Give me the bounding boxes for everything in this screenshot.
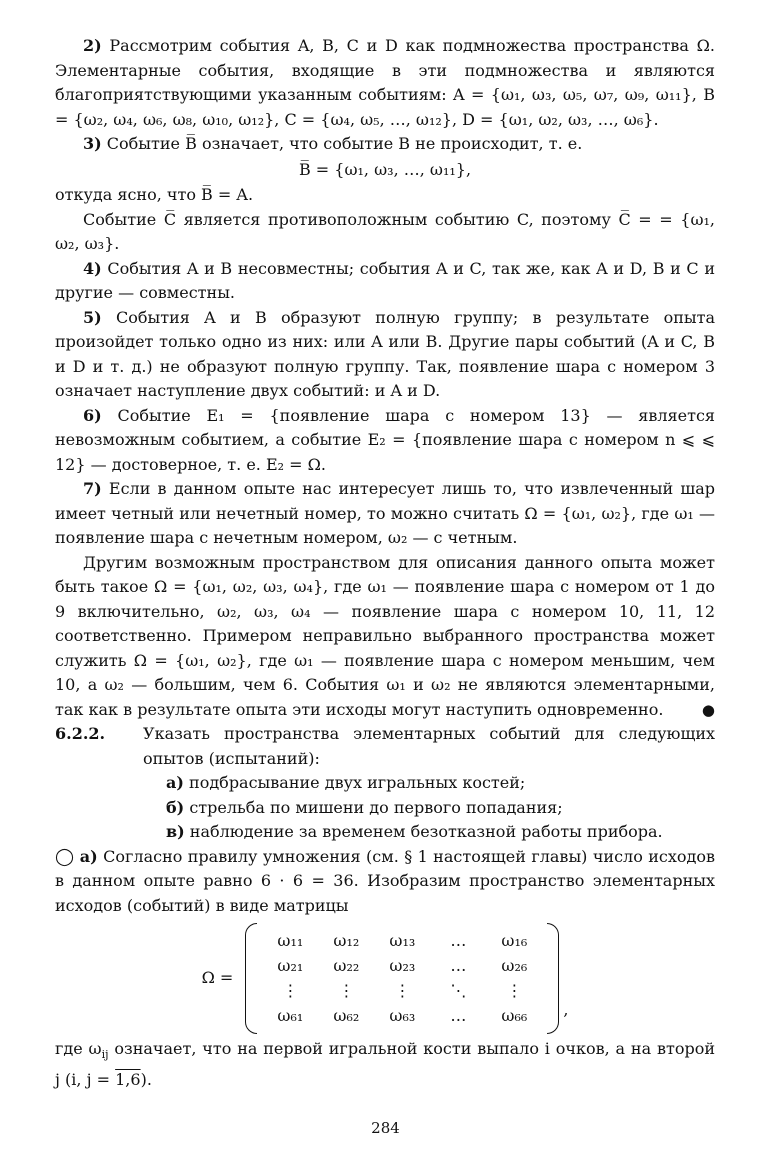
matrix-cell: ω₂₂ <box>333 956 360 975</box>
subitem-text: стрельба по мишени до первого попадания; <box>189 797 563 817</box>
item-text: События A и B несовместны; события A и C, так же, как A и D, B и C и другие — совместны. <box>55 258 716 302</box>
matrix-cell: ω₆₃ <box>389 1006 416 1025</box>
problem-subitems <box>166 771 715 845</box>
matrix-cell: ⋱ <box>450 981 467 1000</box>
equation-text: B̅ = {ω₁, ω₃, …, ω₁₁}, <box>298 159 472 179</box>
final-text: означает, что на первой игральной кости выпало i очков, а на второй j (i, j = <box>55 1039 715 1089</box>
matrix-cell: ω₂₆ <box>501 956 528 975</box>
subitem-marker: б) <box>166 797 185 817</box>
paragraph-item-3-cont <box>55 183 715 208</box>
subitem-text: наблюдение за временем безотказной работы прибора. <box>189 822 663 841</box>
item-number: 5) <box>83 307 102 327</box>
item-text: Событие E₁ = {появление шара с номером 13} — является невозможным событием, а событие E₂ = {появление шара с номером n ⩽ ⩽ 12} — достоверное, т. е. E₂ = Ω. <box>55 405 715 474</box>
paragraph-item-7-cont <box>55 551 715 723</box>
matrix-cell: ω₂₁ <box>277 956 304 975</box>
matrix-cell: ⋮ <box>338 981 355 1000</box>
paragraph-item-7 <box>55 477 715 551</box>
matrix-cell: ⋮ <box>394 981 411 1000</box>
matrix-cell: ⋮ <box>506 981 523 1000</box>
matrix-cell: … <box>450 931 467 950</box>
solution-start-icon: ◯ <box>55 846 75 867</box>
item-text: Событие C̅ является противоположным событию C, поэтому C̅ = = {ω₁, ω₂, ω₃}. <box>55 209 715 253</box>
paragraph-item-3 <box>55 132 715 157</box>
paragraph-item-6 <box>55 404 715 478</box>
matrix-cell: ⋮ <box>282 981 299 1000</box>
paragraph-item-3-c <box>55 208 715 257</box>
solution-text: Согласно правилу умножения (см. § 1 настоящей главы) число исходов в данном опыте равно 6 · 6 = 36. Изобразим пространство элементарных исходов (событий) в виде матрицы <box>55 846 716 915</box>
matrix-cell: … <box>450 956 467 975</box>
subitem-marker: а) <box>166 773 184 792</box>
matrix-cell: ω₁₂ <box>333 931 360 950</box>
matrix-cell: ω₁₆ <box>501 931 528 950</box>
matrix-cell: ω₁₃ <box>389 931 416 950</box>
subitem-marker: в) <box>166 822 185 841</box>
matrix-lhs: Ω = <box>201 968 234 988</box>
matrix-comma: , <box>563 999 569 1019</box>
problem-subitem-b <box>166 796 715 821</box>
solution-end-icon: ● <box>701 700 715 719</box>
matrix-cell: ω₆₁ <box>277 1006 304 1025</box>
problem-body <box>143 722 715 845</box>
problem-6-2-2 <box>55 722 715 845</box>
matrix-cell: … <box>450 1006 467 1025</box>
subscript-ij: ij <box>101 1048 109 1062</box>
matrix-equation <box>55 923 715 1034</box>
item-number: 2) <box>83 36 102 55</box>
solution-paragraph <box>55 845 715 919</box>
final-text: ). <box>140 1069 152 1089</box>
item-text: откуда ясно, что B̅ = A. <box>55 185 254 204</box>
display-equation-b <box>55 158 715 183</box>
item-text: Другим возможным пространством для описания данного опыта может быть такое Ω = {ω₁, ω₂, ω₃, ω₄}, где ω₁ — появление шара с номером от 1 до 9 включительно, ω₂, ω₃, ω₄ — появление шара с номером 10, 11, 12 соответственно. Примером неправильно выбранного пространства может служить Ω = {ω₁, ω₂}, где ω₁ — появление шара с номером меньшим, чем 10, а ω₂ — большим, чем 6. События ω₁ и ω₂ не являются элементарными, так как в результате опыта эти исходы могут наступить одновременно. <box>55 552 715 719</box>
matrix-cell: ω₆₆ <box>501 1006 528 1025</box>
item-text: Рассмотрим события A, B, C и D как подмножества пространства Ω. Элементарные события, входящие в эти подмножества и являются благоприятствующими указанным событиям: A = {ω₁, ω₃, ω₅, ω₇, ω₉, ω₁₁}, B = {ω₂, ω₄, ω₆, ω₈, ω₁₀, ω₁₂}, C = {ω₄, ω₅, …, ω₁₂}, D = {ω₁, ω₂, ω₃, …, ω₆}. <box>55 36 715 129</box>
matrix-grid <box>257 923 547 1034</box>
matrix-cell: ω₁₁ <box>277 931 304 950</box>
problem-number: 6.2.2. <box>55 724 106 743</box>
problem-subitem-a <box>166 771 715 796</box>
problem-subitem-v <box>166 820 715 845</box>
item-text: События A и B образуют полную группу; в результате опыта произойдет только одно из них: или A или B. Другие пары событий (A и C, B и D и т. д.) не образуют полную группу. Так, появление шара с номером 3 означает наступление двух событий: и A и D. <box>55 307 716 400</box>
item-number: 4) <box>83 258 102 278</box>
paragraph-item-2 <box>55 34 715 132</box>
paragraph-item-5 <box>55 306 715 404</box>
item-number: 3) <box>83 134 102 153</box>
item-text: Событие B̅ означает, что событие B не происходит, т. е. <box>106 134 583 153</box>
item-number: 6) <box>83 405 102 425</box>
problem-statement: Указать пространства элементарных событий для следующих опытов (испытаний): <box>143 724 715 768</box>
subitem-text: подбрасывание двух игральных костей; <box>189 773 526 792</box>
right-paren <box>547 923 559 1034</box>
final-paragraph <box>55 1037 715 1092</box>
matrix-cell: ω₂₃ <box>389 956 416 975</box>
item-text: Если в данном опыте нас интересует лишь то, что извлеченный шар имеет четный или нечетный номер, то можно считать Ω = {ω₁, ω₂}, где ω₁ — появление шара с нечетным номером, ω₂ — с четным. <box>55 479 715 547</box>
matrix-cell: ω₆₂ <box>333 1006 360 1025</box>
item-number: 7) <box>83 479 102 498</box>
paragraph-item-4 <box>55 257 715 306</box>
left-paren <box>245 923 257 1034</box>
solution-marker: а) <box>79 846 98 866</box>
final-text: где ω <box>55 1039 102 1058</box>
page-number: 284 <box>371 1118 400 1137</box>
overline-range: 1,6 <box>115 1069 141 1089</box>
